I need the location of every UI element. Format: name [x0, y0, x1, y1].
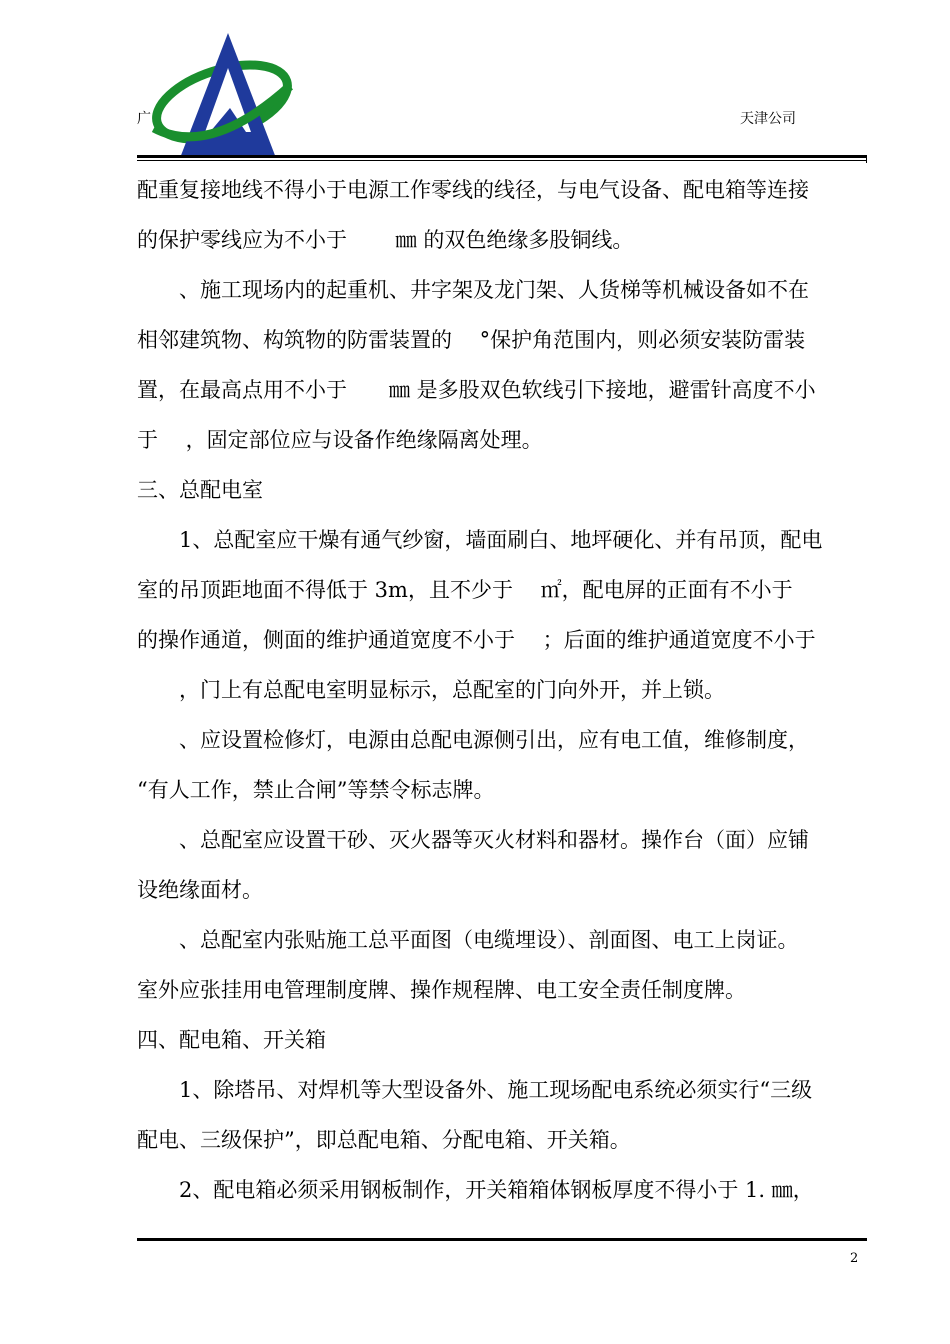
- header-company-name: 天津公司: [740, 111, 796, 127]
- body-line: 2、配电箱必须采用钢板制作，开关箱箱体钢板厚度不得小于 1. ㎜，: [137, 1178, 814, 1202]
- section-heading: 三、总配电室: [137, 478, 263, 502]
- header-left-text: 广: [137, 111, 151, 127]
- body-line: 配重复接地线不得小于电源工作零线的线径，与电气设备、配电箱等连接: [137, 178, 809, 202]
- body-line: 的操作通道，侧面的维护通道宽度不小于 ；后面的维护通道宽度不小于: [137, 628, 816, 652]
- company-logo-icon: [150, 28, 300, 163]
- body-line: 相邻建筑物、构筑物的防雷装置的 °保护角范围内，则必须安装防雷装: [137, 328, 806, 352]
- body-line: 于 ，固定部位应与设备作绝缘隔离处理。: [137, 428, 543, 452]
- footer-rule: [137, 1238, 867, 1241]
- body-line: 置，在最高点用不小于 ㎜ 是多股双色软线引下接地，避雷针高度不小: [137, 378, 816, 402]
- body-line: 、总配室内张贴施工总平面图（电缆埋设）、剖面图、电工上岗证。: [137, 928, 799, 952]
- body-line: 室的吊顶距地面不得低于 3m，且不少于 ㎡，配电屏的正面有不小于: [137, 578, 793, 602]
- body-line: 室外应张挂用电管理制度牌、操作规程牌、电工安全责任制度牌。: [137, 978, 746, 1002]
- body-line: 设绝缘面材。: [137, 878, 263, 902]
- body-line: 、总配室应设置干砂、灭火器等灭火材料和器材。操作台（面）应铺: [137, 828, 809, 852]
- section-heading: 四、配电箱、开关箱: [137, 1028, 326, 1052]
- body-line: ，门上有总配电室明显标示，总配室的门向外开，并上锁。: [137, 678, 725, 702]
- page-number: 2: [850, 1251, 859, 1266]
- body-line: “有人工作，禁止合闸”等禁令标志牌。: [137, 778, 495, 802]
- header-rule-thin: [137, 160, 867, 161]
- body-line: 1、总配室应干燥有通气纱窗，墙面刷白、地坪硬化、并有吊顶，配电: [137, 528, 823, 552]
- body-line: 配电、三级保护”，即总配电箱、分配电箱、开关箱。: [137, 1128, 631, 1152]
- body-line: 1、除塔吊、对焊机等大型设备外、施工现场配电系统必须实行“三级: [137, 1078, 813, 1102]
- body-line: 的保护零线应为不小于 ㎜ 的双色绝缘多股铜线。: [137, 228, 634, 252]
- document-body: [137, 165, 862, 1215]
- header-rule-thick: [137, 155, 867, 158]
- body-line: 、施工现场内的起重机、井字架及龙门架、人货梯等机械设备如不在: [137, 278, 809, 302]
- body-line: 、应设置检修灯，电源由总配电源侧引出，应有电工值，维修制度，: [137, 728, 809, 752]
- header-rule-tick: [866, 155, 867, 163]
